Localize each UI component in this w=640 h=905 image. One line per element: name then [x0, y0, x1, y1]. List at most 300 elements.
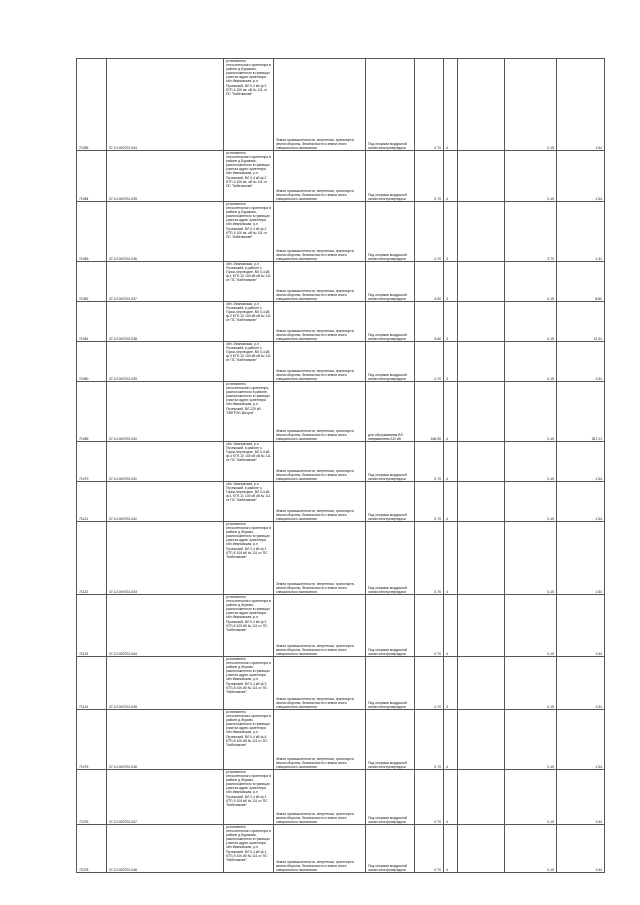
location-cell	[224, 657, 274, 710]
empty-cell	[458, 382, 505, 442]
cadastral-code-text: 37-10-000702-036	[109, 256, 137, 261]
cadastral-code-cell	[107, 262, 224, 302]
permitted-use-text: Под опорами воздушной линии электропередачи	[368, 141, 407, 150]
row-number-text: 71083	[79, 256, 89, 261]
unit-cell	[444, 382, 458, 442]
area-cell	[415, 151, 444, 202]
area-text: 0,70	[434, 516, 441, 521]
rate-cell	[505, 59, 557, 151]
location-cell	[224, 59, 274, 151]
rate-cell	[505, 262, 557, 302]
land-category-cell	[274, 382, 366, 442]
location-text: обл. Ивановская, р-н Пучежский, в районе с. Горки-Чернецкие, ВЛ 0,4 кВ ф-1 КТП-10 100 кВ кВ № 111 от ПС "Кабеликове"	[226, 262, 271, 283]
location-cell	[224, 262, 274, 302]
rate-cell	[505, 825, 557, 873]
land-category-text: Земли промышленности, энергетики, транспорта, земли обороны, безопасности и земли иного специального назначения	[276, 328, 355, 341]
cadastral-code-text: 37-10-000702-046	[109, 764, 137, 769]
land-category-cell	[274, 482, 366, 522]
permitted-use-text: Под опорами воздушной линии электропередачи	[368, 585, 407, 594]
total-text: 1,54	[595, 196, 602, 201]
location-cell	[224, 595, 274, 657]
permitted-use-text: Под опорами воздушной линии электропередачи	[368, 192, 407, 201]
area-cell	[415, 302, 444, 342]
permitted-use-cell	[366, 262, 415, 302]
land-category-text: Земли промышленности, энергетики, транспорта, земли обороны, безопасности и земли иного специального назначения	[276, 508, 355, 521]
land-category-text: Земли промышленности, энергетики, транспорта, земли обороны, безопасности и земли иного специального назначения	[276, 137, 355, 150]
total-text: 12,34	[593, 336, 602, 341]
permitted-use-text: Под опорами воздушной линии электропередачи	[368, 332, 407, 341]
row-number-text: 71085	[79, 145, 89, 150]
total-cell	[557, 595, 605, 657]
empty-cell	[458, 770, 505, 825]
empty-cell	[458, 657, 505, 710]
location-cell	[224, 342, 274, 382]
table-row	[77, 770, 605, 825]
unit-cell	[444, 59, 458, 151]
location-text: обл. Ивановская, р-н Пучежский, в районе с. Горки-Чернецкие, ВЛ 0,4 кВ ф-4 КТП-10 100 кВ кВ № 111 от ПС "Кабеликове"	[226, 442, 271, 463]
land-category-cell	[274, 342, 366, 382]
total-text: 1,54	[595, 651, 602, 656]
row-number-cell	[77, 262, 107, 302]
area-cell	[415, 522, 444, 595]
unit-text: 4	[446, 764, 448, 769]
total-text: 1,54	[595, 376, 602, 381]
area-cell	[415, 825, 444, 873]
total-text: 1,54	[595, 145, 602, 150]
row-number-text: 71076	[79, 819, 89, 824]
row-number-text: 71075	[79, 764, 89, 769]
location-text: установлено относительного ориентира в районе д Жуково, расположенного в границах участка адрес ориентира обл Ивановская, р-н Пучежский, ВЛ 0,4 кВ ф-3 КТП-8 100 кВ № 111 от ПС "Кабеликове"	[226, 657, 271, 694]
location-cell	[224, 202, 274, 262]
rate-cell	[505, 657, 557, 710]
row-number-text: 71079	[79, 476, 89, 481]
empty-cell	[458, 482, 505, 522]
unit-text: 4	[446, 476, 448, 481]
total-cell	[557, 482, 605, 522]
permitted-use-text: Под опорами воздушной линии электропередачи	[368, 815, 407, 824]
unit-text: 4	[446, 145, 448, 150]
land-category-text: Земли промышленности, энергетики, транспорта, земли обороны, безопасности и земли иного специального назначения	[276, 756, 355, 769]
cadastral-code-cell	[107, 522, 224, 595]
empty-cell	[458, 59, 505, 151]
unit-text: 4	[446, 651, 448, 656]
total-text: 1,31	[595, 256, 602, 261]
location-cell	[224, 770, 274, 825]
location-text: установлено относительного ориентира в районе д Жуково, расположенного в границах участка адрес ориентира обл Ивановская, р-н Пучежский, ВЛ 0,4 кВ ф-1 КТП-9 100 кВ № 111 от ПС "Кабеликове"	[226, 770, 271, 807]
permitted-use-text: Под опорами воздушной линии электропередачи	[368, 863, 407, 872]
permitted-use-text: Под опорами воздушной линии электропередачи	[368, 252, 407, 261]
total-text: 367,21	[591, 436, 602, 441]
area-text: 5,60	[434, 336, 441, 341]
area-text: 0,70	[434, 256, 441, 261]
rate-text: 0,15	[547, 764, 554, 769]
unit-text: 4	[446, 819, 448, 824]
location-text: установлено относительного ориентира в районе д Жуково, расположенного в границах участка адрес ориентира обл Ивановская, р-н Пучежский, ВЛ 0,4 кВ ф-2 КТП-8 100 кВ № 111 от ПС "Кабеликове"	[226, 595, 271, 632]
location-cell	[224, 522, 274, 595]
cadastral-code-cell	[107, 59, 224, 151]
row-number-text: 71124	[79, 704, 89, 709]
unit-text: 4	[446, 336, 448, 341]
rate-text: 0,15	[547, 436, 554, 441]
unit-text: 4	[446, 867, 448, 872]
rate-text: 0,15	[547, 336, 554, 341]
permitted-use-text: Под опорами воздушной линии электропередачи	[368, 760, 407, 769]
empty-cell	[458, 151, 505, 202]
total-text: 1,54	[595, 867, 602, 872]
permitted-use-cell	[366, 202, 415, 262]
location-cell	[224, 825, 274, 873]
land-category-text: Земли промышленности, энергетики, транспорта, земли обороны, безопасности и земли иного специального назначения	[276, 696, 355, 709]
cadastral-code-text: 37-10-000702-043	[109, 589, 137, 594]
rate-cell	[505, 151, 557, 202]
total-cell	[557, 710, 605, 770]
location-text: обл. Ивановская, р-н Пучежский, в районе с. Горки-Чернецкие, ВЛ 0,4 кВ ф-3 КТП-10 100 кВ кВ № 111 от ПС "Кабеликове"	[226, 342, 271, 363]
table-row	[77, 522, 605, 595]
row-number-cell	[77, 442, 107, 482]
location-cell	[224, 151, 274, 202]
area-text: 0,70	[434, 476, 441, 481]
row-number-text: 71080	[79, 376, 89, 381]
row-number-text: 71081	[79, 336, 89, 341]
table-row	[77, 595, 605, 657]
land-category-cell	[274, 595, 366, 657]
cadastral-code-cell	[107, 151, 224, 202]
location-text: установлено относительного ориентира в районе д Бураково, расположенного в границах участка адрес ориентира обл Ивановская, р-н Пучежский, ВЛ 0,4 кВ ф-2 КТП-4 100 кв, кВ № 111 от ПС "Кабеликове"	[226, 202, 271, 239]
row-number-text: 71123	[79, 651, 89, 656]
empty-cell	[458, 262, 505, 302]
unit-cell	[444, 302, 458, 342]
unit-text: 4	[446, 516, 448, 521]
rate-text: 0,15	[547, 516, 554, 521]
total-cell	[557, 262, 605, 302]
cadastral-code-text: 37-10-000702-039	[109, 376, 137, 381]
location-text: установлено относительного ориентира в районе д Жуково, расположенного в границах участка адрес ориентира обл Ивановская, р-н Пучежский, ВЛ 0,4 кВ ф-4 КТП-8 100 кВ № 111 от ПС "Кабеликове"	[226, 710, 271, 747]
table-row	[77, 657, 605, 710]
row-number-cell	[77, 825, 107, 873]
row-number-cell	[77, 151, 107, 202]
row-number-cell	[77, 482, 107, 522]
empty-cell	[458, 595, 505, 657]
permitted-use-cell	[366, 342, 415, 382]
total-cell	[557, 382, 605, 442]
permitted-use-cell	[366, 770, 415, 825]
unit-cell	[444, 770, 458, 825]
land-category-text: Земли промышленности, энергетики, транспорта, земли обороны, безопасности и земли иного специального назначения	[276, 581, 355, 594]
total-text: 1,54	[595, 819, 602, 824]
row-number-text: 71078	[79, 867, 89, 872]
land-category-cell	[274, 59, 366, 151]
cadastral-code-cell	[107, 825, 224, 873]
area-text: 166,90	[430, 436, 441, 441]
cadastral-code-text: 37-10-000702-045	[109, 704, 137, 709]
row-number-text: 71089	[79, 436, 89, 441]
rate-text: 0,15	[547, 296, 554, 301]
location-cell	[224, 382, 274, 442]
cadastral-code-text: 37-10-000702-048	[109, 867, 137, 872]
cadastral-code-text: 37-10-000702-037	[109, 296, 137, 301]
unit-text: 4	[446, 256, 448, 261]
row-number-text: 71082	[79, 296, 89, 301]
row-number-text: 71122	[79, 589, 89, 594]
row-number-cell	[77, 657, 107, 710]
location-text: обл. Ивановская, р-н Пучежский, в районе с. Горки-Чернецкие, ВЛ 0,4 кВ ф-1 КТП-11 100 кВ кВ № 111 от ПС "Кабеликове"	[226, 482, 271, 503]
row-number-text: 71084	[79, 196, 89, 201]
total-text: 1,54	[595, 516, 602, 521]
rate-cell	[505, 710, 557, 770]
cadastral-code-text: 37-10-000702-040	[109, 436, 137, 441]
land-category-text: Земли промышленности, энергетики, транспорта, земли обороны, безопасности и земли иного специального назначения	[276, 368, 355, 381]
total-text: 1,54	[595, 476, 602, 481]
permitted-use-cell	[366, 825, 415, 873]
permitted-use-text: Под опорами воздушной линии электропередачи	[368, 292, 407, 301]
area-cell	[415, 770, 444, 825]
total-text: 1,54	[595, 764, 602, 769]
row-number-cell	[77, 710, 107, 770]
unit-cell	[444, 262, 458, 302]
land-category-cell	[274, 302, 366, 342]
total-cell	[557, 302, 605, 342]
area-cell	[415, 482, 444, 522]
unit-cell	[444, 595, 458, 657]
land-category-text: Земли промышленности, энергетики, транспорта, земли обороны, безопасности и земли иного специального назначения	[276, 859, 355, 872]
row-number-cell	[77, 770, 107, 825]
area-text: 0,70	[434, 651, 441, 656]
table-row	[77, 442, 605, 482]
location-text: установлено относительного ориентира в районе д Бураково, расположенного в границах участка адрес ориентира обл Ивановская, р-н Пучежский, ВЛ 0,4 кВ ф-2 КТП-4 100 кв, кВ № 111 от ПС "Кабеликове"	[226, 151, 271, 188]
total-text: 1,54	[595, 589, 602, 594]
location-cell	[224, 482, 274, 522]
area-cell	[415, 342, 444, 382]
cadastral-code-cell	[107, 302, 224, 342]
permitted-use-text: Под опорами воздушной линии электропередачи	[368, 700, 407, 709]
area-text: 4,00	[434, 296, 441, 301]
total-cell	[557, 342, 605, 382]
land-category-text: Земли промышленности, энергетики, транспорта, земли обороны, безопасности и земли иного специального назначения	[276, 428, 355, 441]
total-cell	[557, 442, 605, 482]
unit-cell	[444, 522, 458, 595]
unit-cell	[444, 151, 458, 202]
unit-text: 4	[446, 589, 448, 594]
total-cell	[557, 657, 605, 710]
area-text: 0,70	[434, 764, 441, 769]
land-category-cell	[274, 151, 366, 202]
area-cell	[415, 59, 444, 151]
empty-cell	[458, 522, 505, 595]
land-category-text: Земли промышленности, энергетики, транспорта, земли обороны, безопасности и земли иного специального назначения	[276, 188, 355, 201]
empty-cell	[458, 342, 505, 382]
total-cell	[557, 202, 605, 262]
permitted-use-text: Под опорами воздушной линии электропередачи	[368, 372, 407, 381]
cadastral-code-cell	[107, 595, 224, 657]
total-cell	[557, 825, 605, 873]
table-row	[77, 342, 605, 382]
land-category-text: Земли промышленности, энергетики, транспорта, земли обороны, безопасности и земли иного специального назначения	[276, 643, 355, 656]
rate-text: 0,15	[547, 651, 554, 656]
area-text: 0,70	[434, 589, 441, 594]
permitted-use-text: Под опорами воздушной линии электропередачи	[368, 647, 407, 656]
rate-cell	[505, 482, 557, 522]
cadastral-code-text: 37-10-000702-042	[109, 516, 137, 521]
row-number-cell	[77, 382, 107, 442]
cadastral-code-text: 37-10-000702-035	[109, 196, 137, 201]
permitted-use-cell	[366, 382, 415, 442]
permitted-use-text: Под опорами воздушной линии электропередачи	[368, 512, 407, 521]
land-category-text: Земли промышленности, энергетики, транспорта, земли обороны, безопасности и земли иного специального назначения	[276, 288, 355, 301]
table-row	[77, 151, 605, 202]
land-category-cell	[274, 770, 366, 825]
cadastral-code-cell	[107, 482, 224, 522]
land-category-text: Земли промышленности, энергетики, транспорта, земли обороны, безопасности и земли иного специального назначения	[276, 468, 355, 481]
area-cell	[415, 657, 444, 710]
rate-cell	[505, 770, 557, 825]
location-text: установлено относительного ориентира в районе д Бураково, расположенного в границах участка адрес ориентира обл Ивановская, р-н Пучежский, ВЛ 0,4 кВ ф-2 КТП-4 100 кв, кВ № 111 от ПС "Кабеликове"	[226, 59, 271, 96]
table-row	[77, 482, 605, 522]
table-body	[77, 59, 605, 873]
unit-text: 4	[446, 196, 448, 201]
cadastral-code-cell	[107, 342, 224, 382]
permitted-use-cell	[366, 59, 415, 151]
unit-cell	[444, 202, 458, 262]
cadastral-code-text: 37-10-000702-044	[109, 651, 137, 656]
land-category-cell	[274, 657, 366, 710]
area-text: 0,70	[434, 819, 441, 824]
land-category-cell	[274, 825, 366, 873]
cadastral-code-cell	[107, 382, 224, 442]
total-cell	[557, 151, 605, 202]
land-category-text: Земли промышленности, энергетики, транспорта, земли обороны, безопасности и земли иного специального назначения	[276, 811, 355, 824]
row-number-cell	[77, 59, 107, 151]
unit-text: 4	[446, 704, 448, 709]
cadastral-code-text: 37-10-000702-047	[109, 819, 137, 824]
location-text: обл. Ивановская, р-н Пучежский, в районе с. Горки-Чернецкие, ВЛ 0,4 кВ ф-2 КТП-10 100 кВ кВ № 111 от ПС "Кабеликове"	[226, 302, 271, 323]
rate-text: 2,70	[547, 256, 554, 261]
cadastral-code-text: 37-10-000702-041	[109, 476, 137, 481]
unit-text: 4	[446, 436, 448, 441]
area-cell	[415, 382, 444, 442]
land-category-cell	[274, 710, 366, 770]
location-cell	[224, 442, 274, 482]
row-number-cell	[77, 522, 107, 595]
rate-cell	[505, 302, 557, 342]
empty-cell	[458, 442, 505, 482]
total-text: 8,80	[595, 296, 602, 301]
permitted-use-text: для обслуживания ВЛ напряжением 220 кВ	[368, 432, 403, 441]
table-row	[77, 825, 605, 873]
land-category-cell	[274, 442, 366, 482]
unit-cell	[444, 710, 458, 770]
rate-cell	[505, 342, 557, 382]
area-text: 0,70	[434, 704, 441, 709]
cadastral-code-cell	[107, 710, 224, 770]
permitted-use-cell	[366, 151, 415, 202]
area-text: 0,70	[434, 196, 441, 201]
permitted-use-cell	[366, 595, 415, 657]
table-row	[77, 382, 605, 442]
area-text: 0,70	[434, 376, 441, 381]
table-row	[77, 262, 605, 302]
permitted-use-text: Под опорами воздушной линии электропередачи	[368, 472, 407, 481]
area-cell	[415, 710, 444, 770]
unit-text: 4	[446, 376, 448, 381]
unit-cell	[444, 342, 458, 382]
unit-cell	[444, 482, 458, 522]
rate-text: 0,15	[547, 476, 554, 481]
rate-cell	[505, 382, 557, 442]
rate-cell	[505, 202, 557, 262]
rate-text: 0,15	[547, 704, 554, 709]
land-category-cell	[274, 522, 366, 595]
permitted-use-cell	[366, 710, 415, 770]
row-number-cell	[77, 595, 107, 657]
cadastral-code-cell	[107, 442, 224, 482]
cadastral-code-text: 37-10-000702-038	[109, 336, 137, 341]
unit-cell	[444, 825, 458, 873]
rate-cell	[505, 522, 557, 595]
rate-text: 0,15	[547, 589, 554, 594]
cadastral-code-cell	[107, 202, 224, 262]
permitted-use-cell	[366, 657, 415, 710]
table-row	[77, 202, 605, 262]
rate-text: 0,15	[547, 376, 554, 381]
rate-text: 0,15	[547, 819, 554, 824]
row-number-cell	[77, 202, 107, 262]
unit-cell	[444, 442, 458, 482]
empty-cell	[458, 825, 505, 873]
cadastral-code-cell	[107, 657, 224, 710]
location-text: установлено относительного ориентира в районе д Бураково, расположенного в границах участка адрес ориентира обл Ивановская, р-н Пучежский, ВЛ 0,4 кВ ф-1 КТП-5 100 кВ № 111 от ПС "Кабеликове"	[226, 825, 271, 862]
total-cell	[557, 770, 605, 825]
table-row	[77, 59, 605, 151]
cadastral-code-cell	[107, 770, 224, 825]
area-cell	[415, 262, 444, 302]
location-text: установлено относительного ориентира в районе д Жуково, расположенного в границах участка адрес ориентира обл Ивановская, р-н Пучежский, ВЛ 0,4 кВ ф-1 КТП-8 100 кВ № 111 от ПС "Кабеликове"	[226, 522, 271, 559]
total-cell	[557, 59, 605, 151]
table-row	[77, 302, 605, 342]
area-text: 0,70	[434, 145, 441, 150]
row-number-text: 71121	[79, 516, 89, 521]
area-cell	[415, 595, 444, 657]
total-cell	[557, 522, 605, 595]
area-text: 0,70	[434, 867, 441, 872]
rate-text: 0,15	[547, 196, 554, 201]
rate-text: 0,15	[547, 145, 554, 150]
permitted-use-cell	[366, 522, 415, 595]
rate-text: 0,15	[547, 867, 554, 872]
table-row	[77, 710, 605, 770]
land-category-cell	[274, 202, 366, 262]
rate-cell	[505, 595, 557, 657]
empty-cell	[458, 710, 505, 770]
row-number-cell	[77, 342, 107, 382]
land-category-cell	[274, 262, 366, 302]
cadastral-code-text: 37-10-000702-034	[109, 145, 137, 150]
rate-cell	[505, 442, 557, 482]
permitted-use-cell	[366, 482, 415, 522]
permitted-use-cell	[366, 302, 415, 342]
empty-cell	[458, 302, 505, 342]
area-cell	[415, 442, 444, 482]
permitted-use-cell	[366, 442, 415, 482]
location-cell	[224, 710, 274, 770]
land-category-text: Земли промышленности, энергетики, транспорта, земли обороны, безопасности и земли иного специального назначения	[276, 248, 355, 261]
location-cell	[224, 302, 274, 342]
empty-cell	[458, 202, 505, 262]
land-plots-table	[76, 58, 605, 873]
total-text: 1,54	[595, 704, 602, 709]
area-cell	[415, 202, 444, 262]
location-text: установлено относительного ориентира, расположенного в районе, расположенного в границах участка адрес ориентира обл Ивановская, р-н Пучежский, ВЛ 220 кВ "ИВГРЭС-Вичуга"	[226, 382, 270, 415]
unit-cell	[444, 657, 458, 710]
